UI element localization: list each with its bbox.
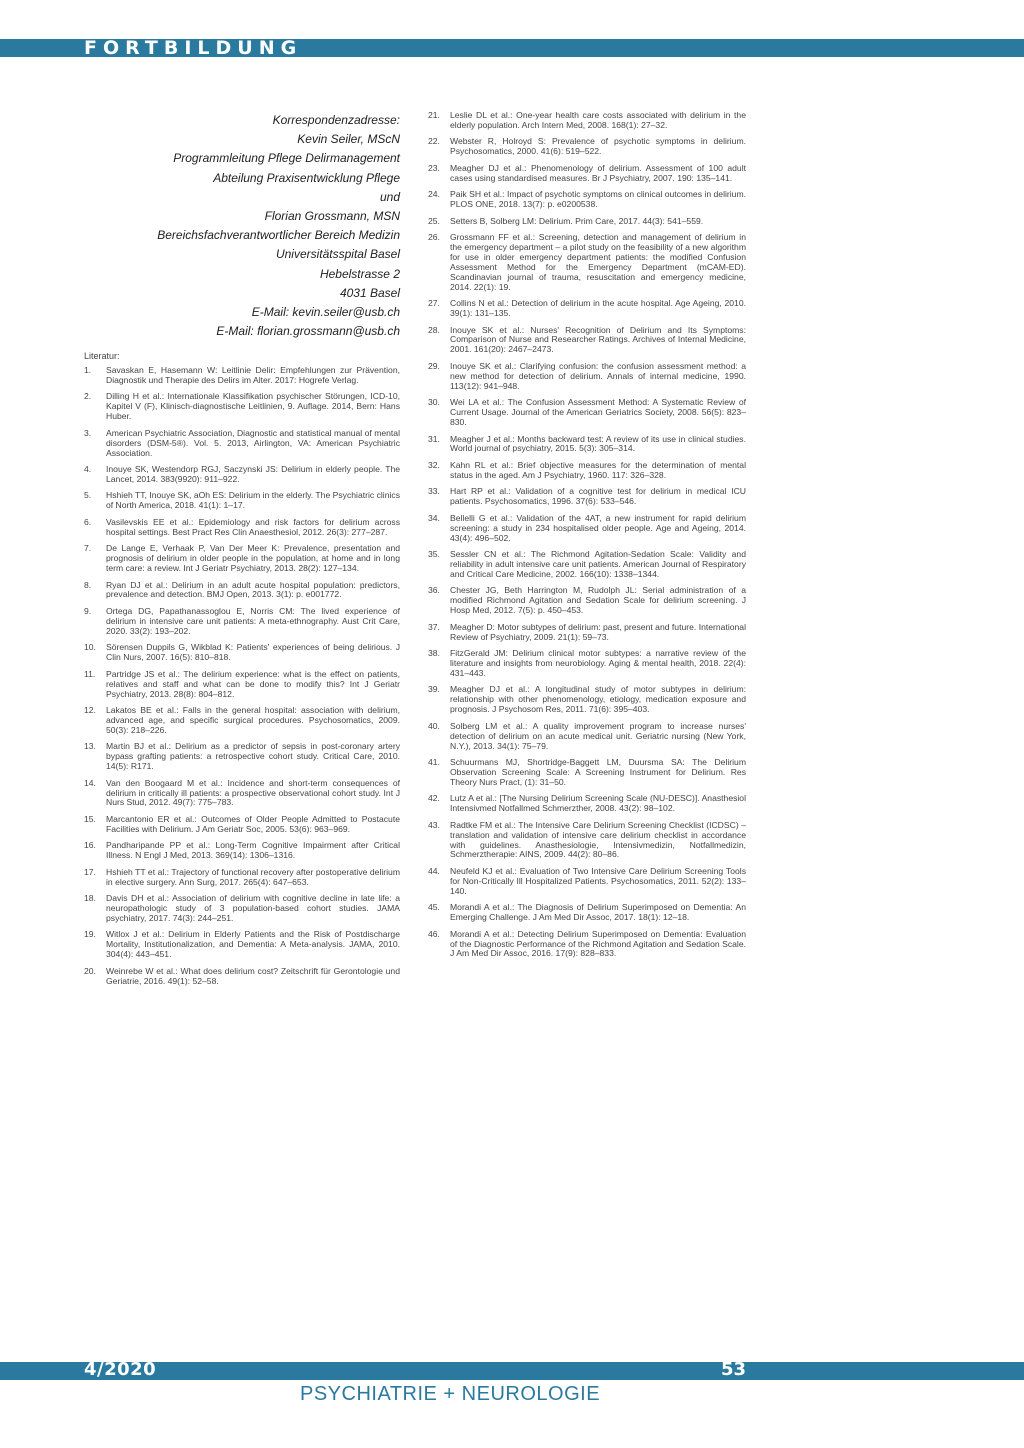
reference-item (428, 398, 746, 428)
reference-item (428, 685, 746, 715)
reference-text: Hshieh TT et al.: Trajectory of functional recovery after postoperative delirium in elective surgery. Ann Surg, 2017. 265(4): 647–653. (106, 866, 400, 887)
reference-item (428, 758, 746, 788)
reference-number: 23. (428, 162, 440, 173)
reference-text: Bellelli G et al.: Validation of the 4AT, a new instrument for rapid delirium screening: a study in 234 hospitalised older people. Age and Ageing, 2014. 43(4): 496–502. (450, 512, 746, 543)
reference-text: De Lange E, Verhaak P, Van Der Meer K: Prevalence, presentation and prognosis of delirium in older people in the population, at home and in long term care: a review. Int J Geriatr Psychiatry, 2013. 28(2): 127–134. (106, 543, 400, 574)
reference-item (84, 518, 400, 538)
reference-number: 3. (84, 427, 92, 438)
address-line: Kevin Seiler, MScN (297, 132, 400, 147)
reference-item (428, 111, 746, 131)
reference-text: Paik SH et al.: Impact of psychotic symptoms on clinical outcomes in delirium. PLOS ONE, 2018. 13(7): p. e0200538. (450, 189, 746, 210)
reference-item (84, 841, 400, 861)
reference-item (428, 461, 746, 481)
reference-text: Leslie DL et al.: One-year health care costs associated with delirium in the elderly population. Arch Intern Med, 2008. 168(1): 27–32. (450, 110, 746, 130)
correspondence-address (100, 111, 400, 341)
reference-text: Webster R, Holroyd S: Prevalence of psychotic symptoms in delirium. Psychosomatics, 2000. 41(6): 519–522. (450, 136, 746, 157)
reference-text: Ryan DJ et al.: Delirium in an adult acute hospital population: predictors, prevalence and detection. BMJ Open, 2013. 3(1): p. e001772. (106, 579, 400, 600)
reference-item (428, 190, 746, 210)
reference-item (428, 435, 746, 455)
reference-item (428, 362, 746, 392)
reference-number: 43. (428, 819, 440, 830)
journal-name: PSYCHIATRIE + NEUROLOGIE (300, 1383, 601, 1405)
reference-text: Lakatos BE et al.: Falls in the general hospital: association with delirium, advanced age, and specific surgical procedures. Psychosomatics, 2009. 50(3): 218–226. (106, 705, 400, 735)
reference-number: 15. (84, 813, 96, 824)
reference-text: Meagher D: Motor subtypes of delirium: past, present and future. International Review of Psychiatry, 2009. 21(1): 59–73. (450, 621, 746, 642)
reference-item (84, 581, 400, 601)
reference-text: Marcantonio ER et al.: Outcomes of Older People Admitted to Postacute Facilities with Delirium. J Am Geriatr Soc, 2005. 53(6): 963–969. (106, 813, 400, 834)
reference-number: 38. (428, 648, 440, 659)
reference-text: Chester JG, Beth Harrington M, Rudolph JL: Serial administration of a modified Richmond Agitation and Sedation Scale for delirium screening. J Hosp Med, 2012. 7(5): p. 450–453. (450, 585, 746, 616)
reference-number: 9. (84, 605, 92, 616)
reference-number: 8. (84, 579, 92, 590)
reference-number: 32. (428, 459, 440, 470)
reference-text: Meagher J et al.: Months backward test: A review of its use in clinical studies. World journal of psychiatry, 2015. 5(3): 305–314. (450, 433, 746, 454)
reference-item (84, 930, 400, 960)
reference-number: 10. (84, 642, 96, 653)
reference-item (428, 550, 746, 580)
reference-item (84, 366, 400, 386)
reference-text: Pandharipande PP et al.: Long-Term Cognitive Impairment after Critical Illness. N Engl J Med, 2013. 369(14): 1306–1316. (106, 840, 400, 861)
reference-number: 40. (428, 720, 440, 731)
reference-item (428, 821, 746, 861)
reference-item (84, 670, 400, 700)
reference-text: Vasilevskis EE et al.: Epidemiology and risk factors for delirium across hospital settings. Best Pract Res Clin Anaesthesiol, 2012. 26(3): 277–287. (106, 516, 400, 537)
address-line: Abteilung Praxisentwicklung Pflege (213, 170, 400, 185)
address-line: Florian Grossmann, MSN (264, 209, 400, 224)
reference-item (428, 649, 746, 679)
reference-text: Kahn RL et al.: Brief objective measures for the determination of mental status in the aged. Am J Psychiatry, 1960. 117: 326–328. (450, 459, 746, 480)
reference-item (84, 779, 400, 809)
reference-text: Meagher DJ et al.: A longitudinal study of motor subtypes in delirium: relationship with other phenomenology, etiology, medication exposure and prognosis. J Psychosom Res, 2011. 71(6): 395–403. (450, 684, 746, 715)
reference-item (84, 742, 400, 772)
reference-item (84, 429, 400, 459)
reference-item (428, 233, 746, 292)
reference-number: 41. (428, 757, 440, 767)
reference-number: 42. (428, 793, 440, 804)
reference-number: 31. (428, 433, 440, 444)
reference-text: Partridge JS et al.: The delirium experience: what is the effect on patients, relatives and staff and what can be done to modify this? Int J Geriatr Psychiatry, 2013. 28(8): 804–812. (106, 668, 400, 699)
reference-text: Inouye SK et al.: Nurses' Recognition of Delirium and Its Symptoms: Comparison of Nurse and Researcher Ratings. Archives of Internal Medicine, 2001. 161(20): 2467–2473. (450, 324, 746, 355)
reference-item (428, 217, 746, 227)
reference-text: Grossmann FF et al.: Screening, detection and management of delirium in the emergency department – a pilot study on the feasibility of a new algorithm for use in older emergency department patients: the modified Confusion Assessment Method for the Emergency Department (mCAM-ED). Scandinavian journal of trauma, resuscitation and emergency medicine, 2014. 22(1): 19. (450, 232, 746, 292)
reference-number: 45. (428, 902, 440, 913)
reference-number: 21. (428, 110, 440, 120)
reference-text: Davis DH et al.: Association of delirium with cognitive decline in late life: a neuropathologic study of 3 population-based cohort studies. JAMA psychiatry, 2017. 74(3): 244–251. (106, 893, 400, 923)
reference-item (84, 967, 400, 987)
reference-item (84, 868, 400, 888)
reference-text: Schuurmans MJ, Shortridge-Baggett LM, Duursma SA: The Delirium Observation Screening Scale: A Screening Instrument for Delirium. Res Theory Nurs Pract, (1): 31–50. (450, 757, 746, 787)
reference-text: Solberg LM et al.: A quality improvement program to increase nurses' detection of delirium on an acute medical unit. Geriatric nursing (New York, N.Y.), 2013. 34(1): 75–79. (450, 720, 746, 751)
reference-item (428, 514, 746, 544)
reference-item (428, 930, 746, 960)
reference-text: FitzGerald JM: Delirium clinical motor subtypes: a narrative review of the literature and insights from neurobiology. Aging & mental health, 2018. 22(4): 431–443. (450, 648, 746, 678)
reference-list-left (84, 366, 400, 993)
reference-number: 37. (428, 621, 440, 632)
reference-number: 30. (428, 397, 440, 408)
reference-text: Collins N et al.: Detection of delirium in the acute hospital. Age Ageing, 2010. 39(1): 131–135. (450, 298, 746, 319)
reference-number: 34. (428, 512, 440, 523)
reference-number: 24. (428, 189, 440, 200)
section-title: FORTBILDUNG (84, 37, 303, 59)
address-line: Universitätsspital Basel (275, 247, 400, 262)
reference-number: 18. (84, 893, 96, 904)
reference-number: 16. (84, 840, 96, 851)
reference-item (428, 326, 746, 356)
reference-number: 20. (84, 965, 96, 976)
reference-text: Savaskan E, Hasemann W: Leitlinie Delir: Empfehlungen zur Prävention, Diagnostik und Therapie des Delirs im Alter. 2017: Hogrefe Verlag. (106, 365, 400, 385)
email-link[interactable]: E-Mail: florian.grossmann@usb.ch (216, 324, 400, 339)
reference-item (428, 722, 746, 752)
reference-item (428, 164, 746, 184)
reference-number: 22. (428, 136, 440, 147)
reference-text: Radtke FM et al.: The Intensive Care Delirium Screening Checklist (ICDSC) – translation and validation of intensive care delirium checklist in accordance with guidelines. Anasthesiologie, Intensivmedizin, Notfallmedizin, Schmerztherapie: AINS, 2009. 44(2): 80–86. (450, 819, 746, 860)
reference-number: 28. (428, 324, 440, 335)
reference-text: American Psychiatric Association, Diagnostic and statistical manual of mental disorders (DSM-5®). Vol. 5. 2013, Airlington, VA: American Psychiatric Association. (106, 427, 400, 458)
reference-number: 5. (84, 490, 92, 501)
reference-text: Morandi A et al.: The Diagnosis of Delirium Superimposed on Dementia: An Emerging Challenge. J Am Med Dir Assoc, 2017. 18(1): 12–18. (450, 902, 746, 923)
reference-text: Dilling H et al.: Internationale Klassifikation psychischer Störungen, ICD-10, Kapitel V (F), Klinisch-diagnostische Leitlinien, 9. Auflage. 2014, Bern: Hans Huber. (106, 391, 400, 422)
reference-item (84, 607, 400, 637)
reference-number: 4. (84, 464, 92, 475)
reference-number: 44. (428, 865, 440, 876)
reference-number: 33. (428, 486, 440, 497)
reference-text: Neufeld KJ et al.: Evaluation of Two Intensive Care Delirium Screening Tools for Non-Critically Ill Hospitalized Patients. Psychosomatics, 2011. 52(2): 133–140. (450, 865, 746, 896)
reference-item (428, 794, 746, 814)
address-line: 4031 Basel (339, 285, 400, 300)
reference-item (84, 706, 400, 736)
reference-text: Inouye SK, Westendorp RGJ, Saczynski JS: Delirium in elderly people. The Lancet, 2014. 383(9920): 911–922. (106, 464, 400, 484)
reference-text: Van den Boogaard M et al.: Incidence and short-term consequences of delirium in critically ill patients: a prospective observational cohort study. Int J Nurs Stud, 2012. 49(7): 775–783. (106, 777, 400, 808)
reference-item (428, 137, 746, 157)
reference-text: Sörensen Duppils G, Wikblad K: Patients' experiences of being delirious. J Clin Nurs, 2007. 16(5): 810–818. (106, 642, 400, 663)
reference-text: Martin BJ et al.: Delirium as a predictor of sepsis in post-coronary artery bypass grafting patients: a retrospective cohort study. Critical Care, 2010. 14(5): R171. (106, 741, 400, 772)
reference-text: Hart RP et al.: Validation of a cognitive test for delirium in medical ICU patients. Psychosomatics, 1996. 37(6): 533–546. (450, 486, 746, 507)
reference-item (428, 586, 746, 616)
address-line: Korrespondenzadresse: (272, 113, 400, 127)
address-line: Bereichsfachverantwortlicher Bereich Medizin (157, 228, 400, 243)
reference-item (84, 815, 400, 835)
reference-text: Sessler CN et al.: The Richmond Agitation-Sedation Scale: Validity and reliability in adult intensive care unit patients. American Journal of Respiratory and Critical Care Medicine, 2002. 166(10): 1338–1344. (450, 549, 746, 579)
reference-number: 26. (428, 232, 440, 243)
reference-number: 14. (84, 777, 96, 788)
issue-number: 4/2020 (84, 1359, 157, 1380)
reference-number: 2. (84, 391, 92, 402)
reference-number: 13. (84, 741, 96, 752)
address-line: Hebelstrasse 2 (319, 266, 400, 281)
reference-number: 39. (428, 684, 440, 695)
reference-text: Setters B, Solberg LM: Delirium. Prim Care, 2017. 44(3): 541–559. (450, 215, 704, 226)
reference-number: 6. (84, 516, 92, 527)
reference-item (84, 465, 400, 485)
reference-number: 1. (84, 365, 92, 375)
reference-text: Hshieh TT, Inouye SK, aOh ES: Delirium in the elderly. The Psychiatric clinics of North America, 2018. 41(1): 1–17. (106, 490, 400, 511)
reference-text: Weinrebe W et al.: What does delirium cost? Zeitschrift für Gerontologie und Geriatrie, 2016. 49(1): 52–58. (106, 965, 400, 986)
reference-item (84, 643, 400, 663)
reference-item (428, 903, 746, 923)
reference-item (428, 299, 746, 319)
reference-text: Witlox J et al.: Delirium in Elderly Patients and the Risk of Postdischarge Mortality, Institutionalization, and Dementia: A Meta-analysis. JAMA, 2010. 304(4): 443–451. (106, 929, 400, 960)
reference-item (84, 491, 400, 511)
reference-text: Wei LA et al.: The Confusion Assessment Method: A Systematic Review of Current Usage. Journal of the American Geriatrics Society, 2008. 56(5): 823–830. (450, 397, 746, 427)
reference-number: 35. (428, 549, 440, 560)
reference-item (428, 623, 746, 643)
reference-number: 12. (84, 705, 96, 715)
reference-number: 17. (84, 866, 96, 877)
reference-item (428, 867, 746, 897)
reference-item (84, 894, 400, 924)
reference-number: 46. (428, 928, 440, 939)
reference-item (428, 487, 746, 507)
reference-number: 11. (84, 668, 96, 679)
reference-number: 29. (428, 360, 440, 371)
reference-text: Morandi A et al.: Detecting Delirium Superimposed on Dementia: Evaluation of the Diagnostic Performance of the Richmond Agitation and Sedation Scale. J Am Med Dir Assoc, 2016. 17(9): 828–833. (450, 928, 746, 959)
reference-number: 36. (428, 585, 440, 596)
reference-text: Lutz A et al.: [The Nursing Delirium Screening Scale (NU-DESC)]. Anasthesiol Intensivmed Notfallmed Schmerzther, 2008. 43(2): 98–102. (450, 793, 746, 814)
reference-number: 27. (428, 298, 440, 309)
page-number: 53 (720, 1359, 746, 1380)
address-line: und (379, 189, 400, 204)
reference-number: 19. (84, 929, 96, 940)
reference-text: Ortega DG, Papathanassoglou E, Norris CM: The lived experience of delirium in intensive care unit patients: A meta-ethnography. Aust Crit Care, 2020. 33(2): 193–202. (106, 605, 400, 636)
address-line: Programmleitung Pflege Delirmanagement (173, 151, 400, 166)
reference-text: Meagher DJ et al.: Phenomenology of delirium. Assessment of 100 adult cases using standardised measures. Br J Psychiatry, 2007. 190: 135–141. (450, 162, 746, 183)
email-link[interactable]: E-Mail: kevin.seiler@usb.ch (251, 305, 400, 320)
literature-heading: Literatur: (84, 351, 120, 361)
reference-item (84, 392, 400, 422)
reference-number: 25. (428, 215, 440, 226)
reference-list-right (428, 111, 746, 966)
reference-item (84, 544, 400, 574)
reference-text: Inouye SK et al.: Clarifying confusion: the confusion assessment method: a new method for detection of delirium. Annals of internal medicine, 1990. 113(12): 941–948. (450, 360, 746, 391)
reference-number: 7. (84, 543, 92, 554)
